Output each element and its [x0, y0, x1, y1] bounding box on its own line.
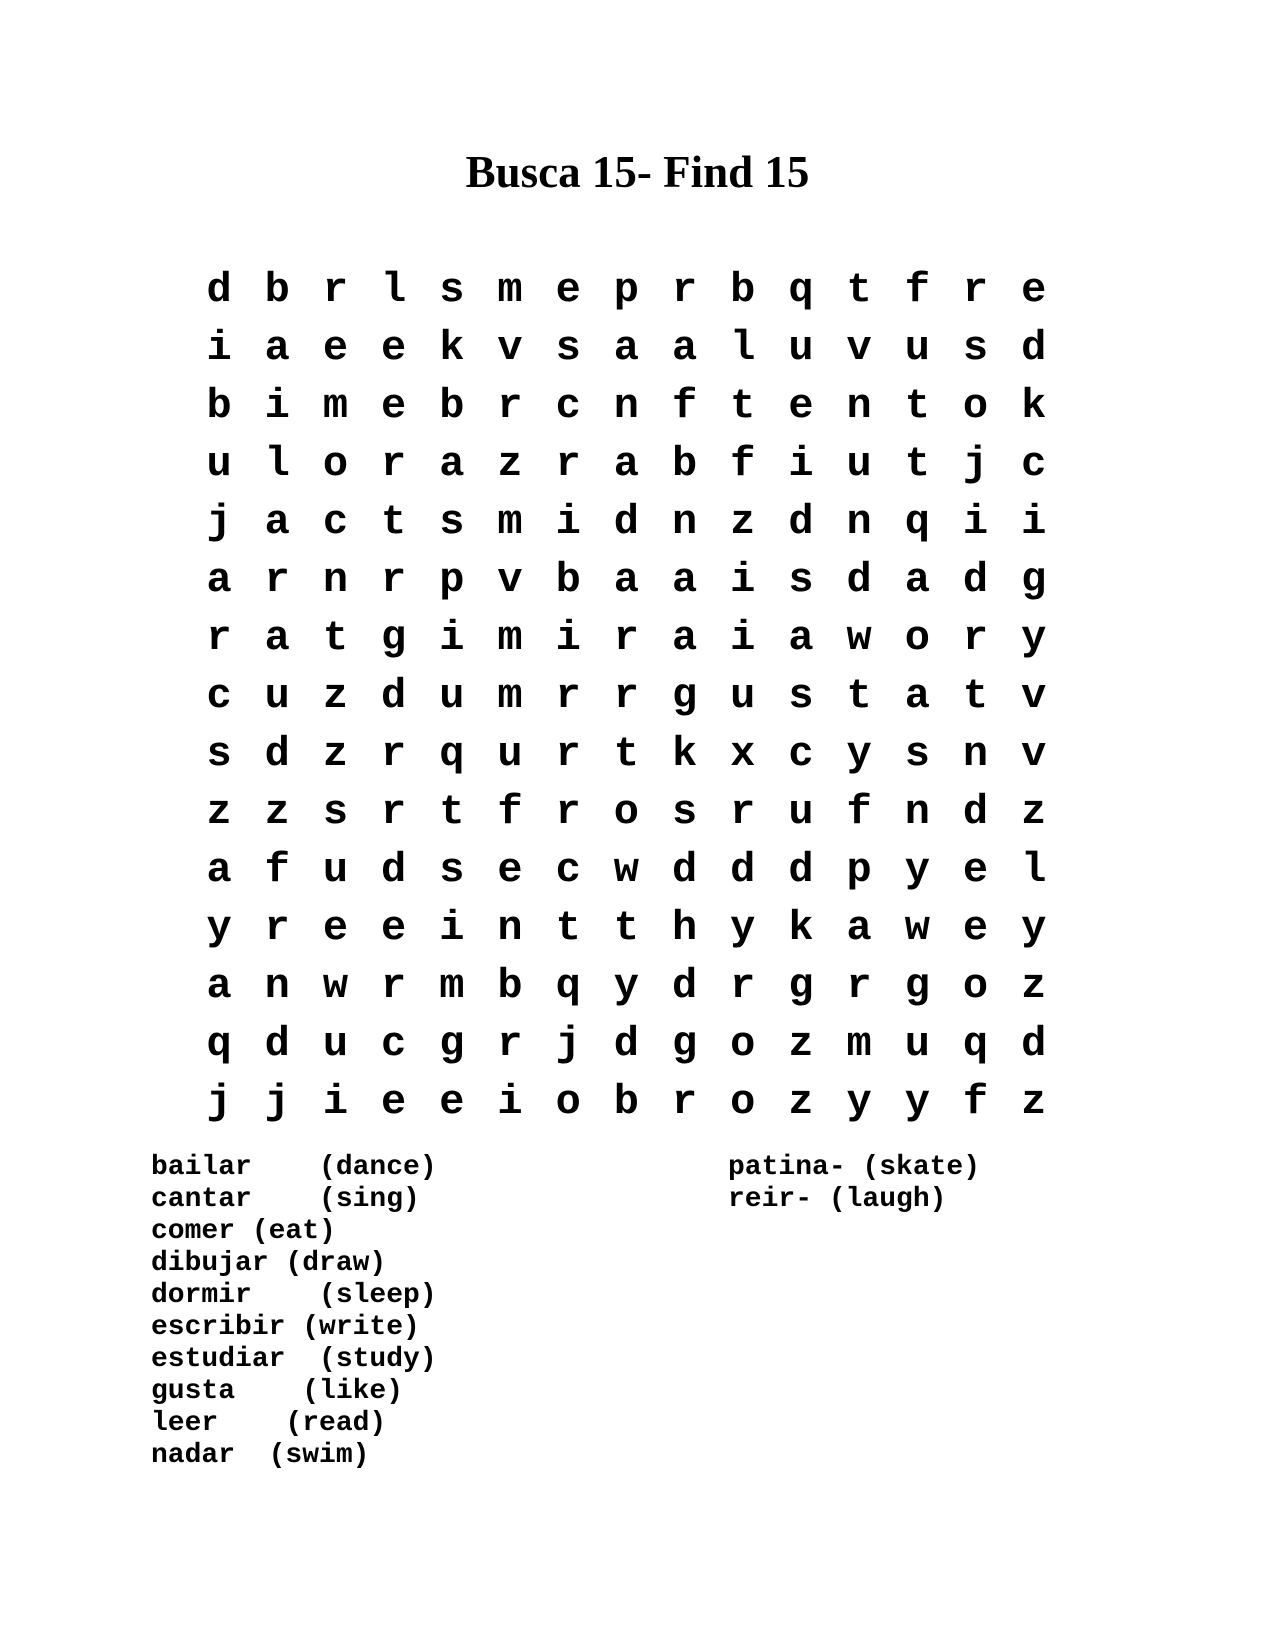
grid-letter: y — [730, 904, 756, 952]
word-list-item: escribir (write) — [151, 1312, 420, 1343]
grid-letter: o — [322, 440, 349, 488]
grid-letter: z — [497, 440, 523, 488]
grid-letter: y — [904, 1078, 930, 1126]
grid-letter: e — [381, 382, 407, 430]
grid-letter: p — [613, 266, 640, 314]
grid-letter: e — [1021, 266, 1047, 314]
grid-letter: e — [962, 904, 989, 952]
grid-letter: e — [962, 846, 989, 894]
grid-letter: a — [613, 324, 640, 372]
grid-letter: z — [1021, 962, 1047, 1010]
grid-letter: f — [497, 788, 523, 836]
grid-letter: v — [846, 324, 872, 372]
grid-letter: a — [846, 904, 872, 952]
grid-letter: t — [381, 498, 407, 546]
grid-letter: a — [439, 440, 465, 488]
grid-letter: v — [1021, 730, 1047, 778]
grid-letter: r — [613, 672, 640, 720]
grid-letter: k — [439, 324, 465, 372]
grid-letter: z — [322, 730, 349, 778]
grid-letter: a — [206, 846, 232, 894]
grid-letter: w — [613, 846, 640, 894]
grid-letter: i — [206, 324, 232, 372]
grid-letter: b — [555, 556, 581, 604]
grid-letter: q — [206, 1020, 232, 1068]
word-list-item: reir- (laugh) — [728, 1184, 947, 1215]
grid-letter: c — [788, 730, 814, 778]
grid-letter: a — [264, 324, 290, 372]
grid-letter: y — [846, 730, 872, 778]
grid-letter: a — [904, 556, 930, 604]
grid-letter: d — [206, 266, 232, 314]
grid-row — [190, 551, 1063, 609]
grid-letter: j — [555, 1020, 581, 1068]
grid-letter: y — [1021, 614, 1047, 662]
grid-letter: r — [671, 1078, 698, 1126]
grid-letter: m — [846, 1020, 872, 1068]
grid-letter: r — [381, 962, 407, 1010]
grid-letter: e — [788, 382, 814, 430]
grid-letter: b — [730, 266, 756, 314]
grid-letter: u — [322, 846, 349, 894]
grid-letter: a — [264, 614, 290, 662]
grid-letter: c — [1021, 440, 1047, 488]
grid-letter: s — [788, 672, 814, 720]
grid-letter: d — [730, 846, 756, 894]
grid-letter: n — [962, 730, 989, 778]
grid-letter: y — [206, 904, 232, 952]
grid-letter: r — [322, 266, 349, 314]
grid-letter: u — [322, 1020, 349, 1068]
grid-letter: i — [497, 1078, 523, 1126]
grid-letter: u — [439, 672, 465, 720]
grid-letter: y — [613, 962, 640, 1010]
grid-letter: s — [439, 498, 465, 546]
grid-letter: z — [322, 672, 349, 720]
grid-letter: v — [497, 324, 523, 372]
grid-row — [190, 667, 1063, 725]
grid-letter: d — [264, 730, 290, 778]
grid-letter: r — [555, 440, 581, 488]
grid-letter: r — [381, 788, 407, 836]
grid-letter: t — [613, 730, 640, 778]
grid-letter: f — [671, 382, 698, 430]
grid-letter: t — [322, 614, 349, 662]
grid-letter: e — [381, 904, 407, 952]
grid-letter: d — [264, 1020, 290, 1068]
grid-row — [190, 957, 1063, 1015]
grid-row — [190, 1073, 1063, 1131]
grid-letter: s — [788, 556, 814, 604]
grid-letter: z — [788, 1078, 814, 1126]
word-list-item: estudiar (study) — [151, 1344, 437, 1375]
grid-letter: v — [1021, 672, 1047, 720]
grid-letter: r — [962, 266, 989, 314]
grid-letter: d — [381, 846, 407, 894]
grid-letter: z — [1021, 1078, 1047, 1126]
grid-letter: r — [846, 962, 872, 1010]
grid-letter: s — [904, 730, 930, 778]
grid-letter: u — [497, 730, 523, 778]
grid-letter: e — [555, 266, 581, 314]
grid-letter: i — [439, 904, 465, 952]
grid-letter: r — [381, 440, 407, 488]
grid-letter: i — [555, 498, 581, 546]
grid-letter: n — [264, 962, 290, 1010]
word-list-item: bailar (dance) — [151, 1152, 437, 1183]
grid-letter: d — [671, 846, 698, 894]
word-list-item: patina- (skate) — [728, 1152, 981, 1183]
grid-letter: q — [962, 1020, 989, 1068]
grid-letter: d — [788, 498, 814, 546]
grid-letter: a — [788, 614, 814, 662]
grid-letter: i — [962, 498, 989, 546]
grid-letter: t — [904, 382, 930, 430]
grid-letter: e — [381, 324, 407, 372]
grid-letter: u — [788, 788, 814, 836]
grid-letter: b — [206, 382, 232, 430]
grid-letter: h — [671, 904, 698, 952]
word-list-right — [728, 1152, 980, 1216]
grid-row — [190, 725, 1063, 783]
grid-letter: l — [381, 266, 407, 314]
grid-letter: r — [730, 788, 756, 836]
grid-letter: d — [962, 788, 989, 836]
grid-row — [190, 1015, 1063, 1073]
grid-letter: g — [904, 962, 930, 1010]
grid-letter: c — [555, 382, 581, 430]
grid-letter: r — [671, 266, 698, 314]
grid-letter: q — [904, 498, 930, 546]
grid-letter: a — [613, 440, 640, 488]
grid-letter: a — [671, 556, 698, 604]
grid-letter: m — [322, 382, 349, 430]
grid-letter: g — [671, 1020, 698, 1068]
grid-letter: f — [730, 440, 756, 488]
grid-letter: n — [671, 498, 698, 546]
grid-letter: n — [846, 498, 872, 546]
grid-letter: f — [962, 1078, 989, 1126]
grid-letter: d — [962, 556, 989, 604]
grid-letter: r — [381, 730, 407, 778]
grid-letter: y — [1021, 904, 1047, 952]
grid-letter: x — [730, 730, 756, 778]
grid-letter: z — [788, 1020, 814, 1068]
grid-letter: m — [497, 672, 523, 720]
grid-letter: d — [1021, 1020, 1047, 1068]
grid-row — [190, 319, 1063, 377]
grid-row — [190, 377, 1063, 435]
grid-letter: d — [381, 672, 407, 720]
grid-letter: t — [439, 788, 465, 836]
grid-row — [190, 783, 1063, 841]
grid-letter: o — [555, 1078, 581, 1126]
grid-letter: n — [613, 382, 640, 430]
grid-letter: v — [497, 556, 523, 604]
grid-letter: m — [439, 962, 465, 1010]
grid-letter: s — [206, 730, 232, 778]
grid-letter: e — [439, 1078, 465, 1126]
grid-row — [190, 609, 1063, 667]
grid-letter: d — [613, 1020, 640, 1068]
grid-letter: t — [846, 672, 872, 720]
grid-letter: z — [1021, 788, 1047, 836]
grid-letter: k — [671, 730, 698, 778]
grid-letter: d — [788, 846, 814, 894]
word-list-item: comer (eat) — [151, 1216, 336, 1247]
grid-letter: a — [671, 614, 698, 662]
grid-letter: a — [264, 498, 290, 546]
grid-letter: w — [322, 962, 349, 1010]
grid-letter: a — [671, 324, 698, 372]
grid-letter: n — [497, 904, 523, 952]
word-list-item: cantar (sing) — [151, 1184, 420, 1215]
grid-letter: w — [846, 614, 872, 662]
grid-letter: m — [497, 614, 523, 662]
grid-letter: r — [497, 1020, 523, 1068]
grid-letter: s — [322, 788, 349, 836]
grid-letter: i — [730, 614, 756, 662]
grid-letter: k — [788, 904, 814, 952]
grid-letter: s — [962, 324, 989, 372]
grid-letter: r — [962, 614, 989, 662]
grid-letter: i — [555, 614, 581, 662]
grid-letter: n — [322, 556, 349, 604]
grid-letter: y — [846, 1078, 872, 1126]
grid-letter: r — [613, 614, 640, 662]
grid-letter: t — [904, 440, 930, 488]
grid-letter: o — [730, 1078, 756, 1126]
word-list-item: dormir (sleep) — [151, 1280, 437, 1311]
grid-letter: p — [846, 846, 872, 894]
grid-letter: r — [555, 672, 581, 720]
grid-letter: r — [206, 614, 232, 662]
word-list-item: leer (read) — [151, 1408, 387, 1439]
grid-letter: s — [439, 846, 465, 894]
grid-letter: i — [322, 1078, 349, 1126]
grid-letter: d — [671, 962, 698, 1010]
grid-letter: a — [613, 556, 640, 604]
grid-letter: j — [206, 498, 232, 546]
grid-letter: b — [671, 440, 698, 488]
grid-letter: e — [322, 904, 349, 952]
grid-letter: a — [904, 672, 930, 720]
page-title: Busca 15- Find 15 — [465, 147, 810, 197]
grid-letter: t — [846, 266, 872, 314]
grid-letter: t — [613, 904, 640, 952]
word-list-item: gusta (like) — [151, 1376, 404, 1407]
grid-letter: o — [962, 962, 989, 1010]
grid-letter: b — [613, 1078, 640, 1126]
grid-letter: n — [904, 788, 930, 836]
grid-letter: u — [788, 324, 814, 372]
grid-letter: z — [206, 788, 232, 836]
grid-letter: r — [555, 730, 581, 778]
grid-letter: i — [1021, 498, 1047, 546]
word-list-item: nadar (swim) — [151, 1440, 370, 1471]
grid-letter: c — [206, 672, 232, 720]
grid-letter: y — [904, 846, 930, 894]
grid-letter: r — [555, 788, 581, 836]
grid-row — [190, 261, 1063, 319]
grid-letter: b — [497, 962, 523, 1010]
grid-letter: k — [1021, 382, 1047, 430]
grid-letter: j — [962, 440, 989, 488]
grid-letter: w — [904, 904, 930, 952]
grid-letter: o — [962, 382, 989, 430]
grid-letter: c — [555, 846, 581, 894]
grid-letter: i — [730, 556, 756, 604]
grid-letter: d — [1021, 324, 1047, 372]
grid-letter: m — [497, 266, 523, 314]
grid-letter: f — [264, 846, 290, 894]
grid-letter: j — [264, 1078, 290, 1126]
grid-letter: f — [904, 266, 930, 314]
word-list-left — [151, 1152, 437, 1472]
grid-letter: r — [381, 556, 407, 604]
grid-letter: d — [846, 556, 872, 604]
grid-letter: e — [381, 1078, 407, 1126]
grid-letter: g — [439, 1020, 465, 1068]
grid-letter: p — [439, 556, 465, 604]
grid-letter: u — [730, 672, 756, 720]
grid-letter: g — [1021, 556, 1047, 604]
grid-letter: a — [206, 556, 232, 604]
grid-letter: r — [497, 382, 523, 430]
grid-letter: r — [264, 904, 290, 952]
grid-letter: t — [555, 904, 581, 952]
grid-letter: s — [439, 266, 465, 314]
grid-letter: u — [904, 1020, 930, 1068]
grid-letter: r — [264, 556, 290, 604]
grid-letter: r — [730, 962, 756, 1010]
grid-letter: d — [613, 498, 640, 546]
grid-letter: a — [206, 962, 232, 1010]
grid-letter: e — [322, 324, 349, 372]
grid-letter: u — [264, 672, 290, 720]
grid-letter: l — [730, 324, 756, 372]
grid-letter: n — [846, 382, 872, 430]
grid-letter: q — [555, 962, 581, 1010]
grid-row — [190, 899, 1063, 957]
grid-letter: c — [381, 1020, 407, 1068]
grid-letter: o — [730, 1020, 756, 1068]
grid-letter: e — [497, 846, 523, 894]
grid-letter: t — [962, 672, 989, 720]
grid-letter: m — [497, 498, 523, 546]
grid-letter: g — [788, 962, 814, 1010]
grid-letter: s — [671, 788, 698, 836]
grid-letter: u — [846, 440, 872, 488]
grid-letter: i — [264, 382, 290, 430]
grid-letter: s — [555, 324, 581, 372]
grid-letter: f — [846, 788, 872, 836]
grid-letter: o — [613, 788, 640, 836]
grid-row — [190, 841, 1063, 899]
grid-letter: i — [439, 614, 465, 662]
grid-letter: g — [381, 614, 407, 662]
grid-row — [190, 493, 1063, 551]
grid-row — [190, 435, 1063, 493]
grid-letter: u — [904, 324, 930, 372]
grid-letter: b — [439, 382, 465, 430]
grid-letter: g — [671, 672, 698, 720]
grid-letter: i — [788, 440, 814, 488]
grid-letter: q — [439, 730, 465, 778]
word-list-item: dibujar (draw) — [151, 1248, 387, 1279]
grid-letter: j — [206, 1078, 232, 1126]
grid-letter: b — [264, 266, 290, 314]
grid-letter: q — [788, 266, 814, 314]
grid-letter: c — [322, 498, 349, 546]
grid-letter: z — [264, 788, 290, 836]
grid-letter: l — [1021, 846, 1047, 894]
grid-letter: t — [730, 382, 756, 430]
grid-letter: l — [264, 440, 290, 488]
word-search-grid — [190, 261, 1063, 1131]
grid-letter: o — [904, 614, 930, 662]
grid-letter: u — [206, 440, 232, 488]
grid-letter: z — [730, 498, 756, 546]
